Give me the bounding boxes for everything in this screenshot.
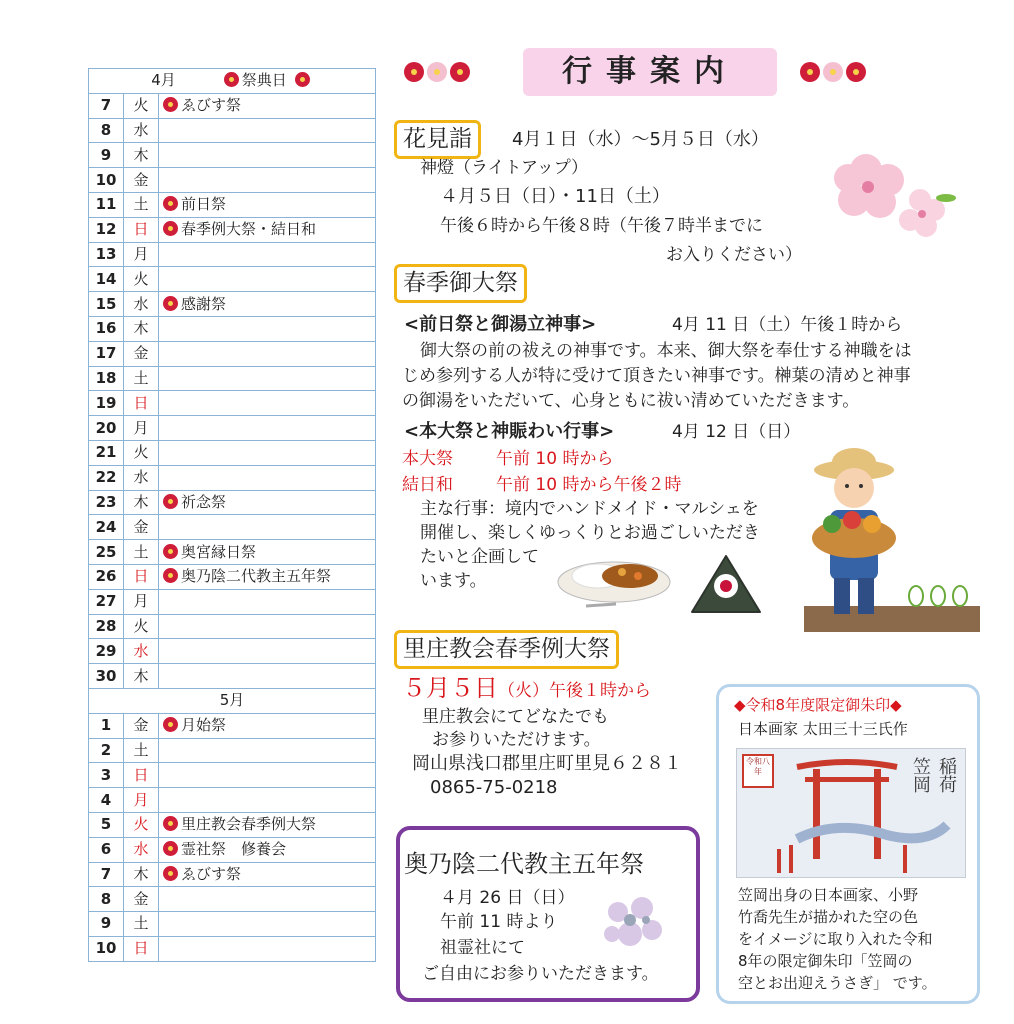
calendar-row	[89, 391, 376, 416]
hanami-sub: 神燈（ライトアップ）	[420, 158, 588, 178]
day-number: 6	[89, 837, 124, 862]
main-text-2: 開催し、楽しくゆっくりとお過ごしいただき	[420, 523, 760, 543]
event-cell	[159, 391, 376, 416]
okunokage-line-2: 午前 11 時より	[440, 912, 558, 932]
month-label: 5月	[219, 691, 245, 710]
main-date: 4月 12 日（日）	[672, 422, 801, 442]
sakura-illustration	[818, 140, 958, 240]
day-number: 18	[89, 366, 124, 391]
event-cell	[159, 589, 376, 614]
calendar-row	[89, 416, 376, 441]
weekday: 月	[124, 788, 159, 813]
calendar-row	[89, 936, 376, 961]
day-number: 13	[89, 242, 124, 267]
event-cell	[159, 143, 376, 168]
ume-flower-icon	[163, 866, 178, 881]
weekday: 日	[124, 763, 159, 788]
day-number: 30	[89, 664, 124, 689]
goshuin-artist: 日本画家 太田三十三氏作	[738, 720, 908, 738]
event-cell	[159, 862, 376, 887]
day-number: 10	[89, 936, 124, 961]
hanami-heading: 花見詣	[394, 120, 481, 159]
calendar-row	[89, 837, 376, 862]
satosho-heading: 里庄教会春季例大祭	[394, 630, 619, 669]
weekday: 木	[124, 862, 159, 887]
event-cell	[159, 936, 376, 961]
event-cell	[159, 837, 376, 862]
goshuin-text-3: をイメージに取り入れた令和	[738, 930, 933, 948]
event-cell	[159, 292, 376, 317]
weekday: 月	[124, 416, 159, 441]
event-cell	[159, 267, 376, 292]
event-cell	[159, 316, 376, 341]
ume-flower-icon	[163, 296, 178, 311]
day-number: 29	[89, 639, 124, 664]
event-cell	[159, 564, 376, 589]
yui-label: 結日和	[402, 475, 453, 495]
satosho-date-sub: （火）午後１時から	[498, 681, 651, 701]
weekday: 木	[124, 664, 159, 689]
day-number: 2	[89, 738, 124, 763]
satosho-date-main: ５月５日	[402, 674, 498, 702]
ume-flower-icon	[163, 494, 178, 509]
calendar-row	[89, 440, 376, 465]
ume-flower-icon	[163, 841, 178, 856]
calendar-row	[89, 738, 376, 763]
day-number: 3	[89, 763, 124, 788]
day-number: 24	[89, 515, 124, 540]
onigiri-illustration	[688, 552, 764, 616]
event-cell	[159, 341, 376, 366]
calendar-row	[89, 812, 376, 837]
ume-flower-icon	[823, 62, 843, 82]
title-flowers-left	[404, 62, 473, 82]
calendar-row	[89, 912, 376, 937]
satosho-date	[402, 674, 651, 705]
satosho-text-1: 里庄教会にてどなたでも	[422, 707, 609, 727]
yui-time: 午前 10 時から午後２時	[496, 475, 682, 495]
event-cell	[159, 217, 376, 242]
event-name: 月始祭	[181, 716, 227, 735]
weekday: 火	[124, 812, 159, 837]
event-cell	[159, 812, 376, 837]
calendar-row	[89, 664, 376, 689]
event-name: 春季例大祭・結日和	[181, 220, 317, 239]
event-cell	[159, 490, 376, 515]
calendar-row	[89, 713, 376, 738]
day-number: 15	[89, 292, 124, 317]
title-flowers-right	[800, 62, 869, 82]
event-cell	[159, 540, 376, 565]
goshuin-text-1: 笠岡出身の日本画家、小野	[738, 886, 919, 904]
day-number: 7	[89, 93, 124, 118]
event-cell	[159, 118, 376, 143]
weekday: 金	[124, 515, 159, 540]
weekday: 日	[124, 391, 159, 416]
event-cell	[159, 93, 376, 118]
satosho-phone: 0865-75-0218	[430, 777, 558, 798]
event-cell	[159, 366, 376, 391]
flower-bouquet-illustration	[598, 890, 668, 956]
calendar-row	[89, 93, 376, 118]
event-name: ゑびす祭	[181, 864, 242, 883]
satosho-text-2: お参りいただけます。	[432, 730, 601, 750]
goshuin-image	[736, 748, 966, 878]
ume-flower-icon	[163, 568, 178, 583]
weekday: 日	[124, 564, 159, 589]
goshuin-text-4: 8年の限定御朱印「笠岡の	[738, 952, 913, 970]
calendar-row	[89, 242, 376, 267]
ume-flower-icon	[427, 62, 447, 82]
satosho-address: 岡山県浅口郡里庄町里見６２８１	[412, 753, 682, 774]
hanami-time2: お入りください）	[666, 245, 802, 265]
day-number: 8	[89, 887, 124, 912]
weekday: 木	[124, 490, 159, 515]
event-name: 祈念祭	[181, 492, 227, 511]
okunokage-line-3: 祖霊社にて	[440, 938, 525, 958]
ume-flower-icon	[404, 62, 424, 82]
eve-text-1: 御大祭の前の祓えの神事です。本来、御大祭を奉仕する神職をは	[420, 341, 912, 361]
day-number: 28	[89, 614, 124, 639]
ume-flower-icon	[163, 196, 178, 211]
month-header	[89, 69, 376, 94]
weekday: 火	[124, 267, 159, 292]
ume-flower-icon	[846, 62, 866, 82]
ume-flower-icon	[163, 717, 178, 732]
day-number: 14	[89, 267, 124, 292]
main-time: 午前 10 時から	[496, 449, 614, 469]
event-cell	[159, 465, 376, 490]
eve-text-3: の御湯をいただいて、心身ともに祓い清めていただきます。	[402, 391, 860, 411]
main-text-4: います。	[420, 571, 487, 591]
day-number: 12	[89, 217, 124, 242]
main-title: <本大祭と神賑わい行事>	[404, 421, 615, 442]
weekday: 金	[124, 713, 159, 738]
day-number: 10	[89, 168, 124, 193]
legend-label: 祭典日	[241, 71, 287, 90]
farmer-illustration	[804, 446, 980, 632]
event-cell	[159, 788, 376, 813]
ume-flower-icon	[163, 544, 178, 559]
event-cell	[159, 912, 376, 937]
event-name: 霊社祭 修養会	[181, 840, 287, 859]
day-number: 23	[89, 490, 124, 515]
okunokage-heading: 奥乃陰二代教主五年祭	[404, 850, 644, 878]
ume-flower-icon	[163, 816, 178, 831]
event-name: ゑびす祭	[181, 96, 242, 115]
eve-date: 4月 11 日（土）午後１時から	[672, 315, 903, 335]
weekday: 水	[124, 639, 159, 664]
weekday: 金	[124, 887, 159, 912]
calendar-row	[89, 267, 376, 292]
eve-title: <前日祭と御湯立神事>	[404, 314, 597, 335]
day-number: 11	[89, 192, 124, 217]
event-name: 奥宮縁日祭	[181, 542, 257, 561]
goshuin-text-5: 空とお出迎えうさぎ」 です。	[738, 974, 937, 992]
calendar-row	[89, 168, 376, 193]
weekday: 月	[124, 242, 159, 267]
ume-flower-icon	[800, 62, 820, 82]
day-number: 7	[89, 862, 124, 887]
weekday: 水	[124, 118, 159, 143]
calendar-row	[89, 366, 376, 391]
event-cell	[159, 763, 376, 788]
event-cell	[159, 664, 376, 689]
okunokage-line-4: ご自由にお参りいただきます。	[422, 964, 659, 984]
calendar-row	[89, 143, 376, 168]
calendar-row	[89, 887, 376, 912]
weekday: 日	[124, 217, 159, 242]
calendar-row	[89, 341, 376, 366]
calendar-row	[89, 316, 376, 341]
main-text-1: 主な行事：境内でハンドメイド・マルシェを	[420, 499, 759, 519]
day-number: 5	[89, 812, 124, 837]
event-cell	[159, 192, 376, 217]
calendar-row	[89, 763, 376, 788]
day-number: 8	[89, 118, 124, 143]
weekday: 土	[124, 738, 159, 763]
day-number: 21	[89, 440, 124, 465]
weekday: 土	[124, 366, 159, 391]
event-cell	[159, 515, 376, 540]
day-number: 9	[89, 912, 124, 937]
calendar-row	[89, 490, 376, 515]
calendar-row	[89, 589, 376, 614]
event-cell	[159, 440, 376, 465]
weekday: 水	[124, 837, 159, 862]
ume-flower-icon	[224, 72, 239, 87]
event-name: 感謝祭	[181, 294, 227, 313]
ume-flower-icon	[163, 97, 178, 112]
weekday: 火	[124, 93, 159, 118]
calendar-row	[89, 217, 376, 242]
day-number: 27	[89, 589, 124, 614]
day-number: 1	[89, 713, 124, 738]
calendar-row	[89, 614, 376, 639]
event-name: 前日祭	[181, 195, 227, 214]
day-number: 25	[89, 540, 124, 565]
calendar-row	[89, 540, 376, 565]
calendar-row	[89, 515, 376, 540]
event-cell	[159, 887, 376, 912]
day-number: 19	[89, 391, 124, 416]
event-cell	[159, 713, 376, 738]
day-number: 22	[89, 465, 124, 490]
month-header	[89, 688, 376, 713]
calendar-row	[89, 788, 376, 813]
weekday: 火	[124, 614, 159, 639]
spring-heading: 春季御大祭	[394, 264, 527, 303]
weekday: 火	[124, 440, 159, 465]
day-number: 26	[89, 564, 124, 589]
goshuin-stamp-date: 令和八年	[746, 757, 770, 776]
weekday: 金	[124, 341, 159, 366]
weekday: 土	[124, 192, 159, 217]
event-calendar	[88, 68, 376, 962]
ume-flower-icon	[450, 62, 470, 82]
calendar-row	[89, 192, 376, 217]
month-header-row	[89, 688, 376, 713]
weekday: 金	[124, 168, 159, 193]
weekday: 土	[124, 540, 159, 565]
event-name: 里庄教会春季例大祭	[181, 815, 317, 834]
day-number: 17	[89, 341, 124, 366]
event-cell	[159, 242, 376, 267]
ume-flower-icon	[295, 72, 310, 87]
goshuin-stamp-shrine: 稲荷	[936, 757, 957, 793]
calendar-row	[89, 639, 376, 664]
page-title: 行事案内	[523, 48, 777, 96]
event-cell	[159, 168, 376, 193]
event-cell	[159, 416, 376, 441]
main-text-3: たいと企画して	[420, 547, 539, 567]
curry-illustration	[556, 544, 674, 614]
eve-text-2: じめ参列する人が特に受けて頂きたい神事です。榊葉の清めと神事	[402, 366, 911, 386]
weekday: 木	[124, 316, 159, 341]
ume-flower-icon	[163, 221, 178, 236]
month-header-row	[89, 69, 376, 94]
goshuin-stamp-place: 笠岡	[910, 757, 931, 793]
calendar-row	[89, 118, 376, 143]
day-number: 9	[89, 143, 124, 168]
hanami-dates: ４月５日（日）・11日（土）	[440, 186, 670, 207]
event-cell	[159, 738, 376, 763]
weekday: 水	[124, 292, 159, 317]
event-cell	[159, 614, 376, 639]
hanami-time: 午後６時から午後８時（午後７時半までに	[440, 216, 763, 236]
calendar-row	[89, 292, 376, 317]
weekday: 水	[124, 465, 159, 490]
calendar-row	[89, 564, 376, 589]
calendar-row	[89, 862, 376, 887]
event-name: 奥乃陰二代教主五年祭	[181, 567, 332, 586]
day-number: 16	[89, 316, 124, 341]
hanami-period: 4月１日（水）～5月５日（水）	[512, 129, 769, 150]
month-label: 4月	[151, 71, 176, 90]
calendar-row	[89, 465, 376, 490]
weekday: 土	[124, 912, 159, 937]
weekday: 月	[124, 589, 159, 614]
weekday: 日	[124, 936, 159, 961]
weekday: 木	[124, 143, 159, 168]
day-number: 4	[89, 788, 124, 813]
goshuin-heading: ◆令和8年度限定御朱印◆	[734, 696, 902, 714]
goshuin-text-2: 竹喬先生が描かれた空の色	[738, 908, 919, 926]
main-label: 本大祭	[402, 449, 453, 469]
event-cell	[159, 639, 376, 664]
day-number: 20	[89, 416, 124, 441]
okunokage-line-1: ４月 26 日（日）	[440, 888, 575, 908]
